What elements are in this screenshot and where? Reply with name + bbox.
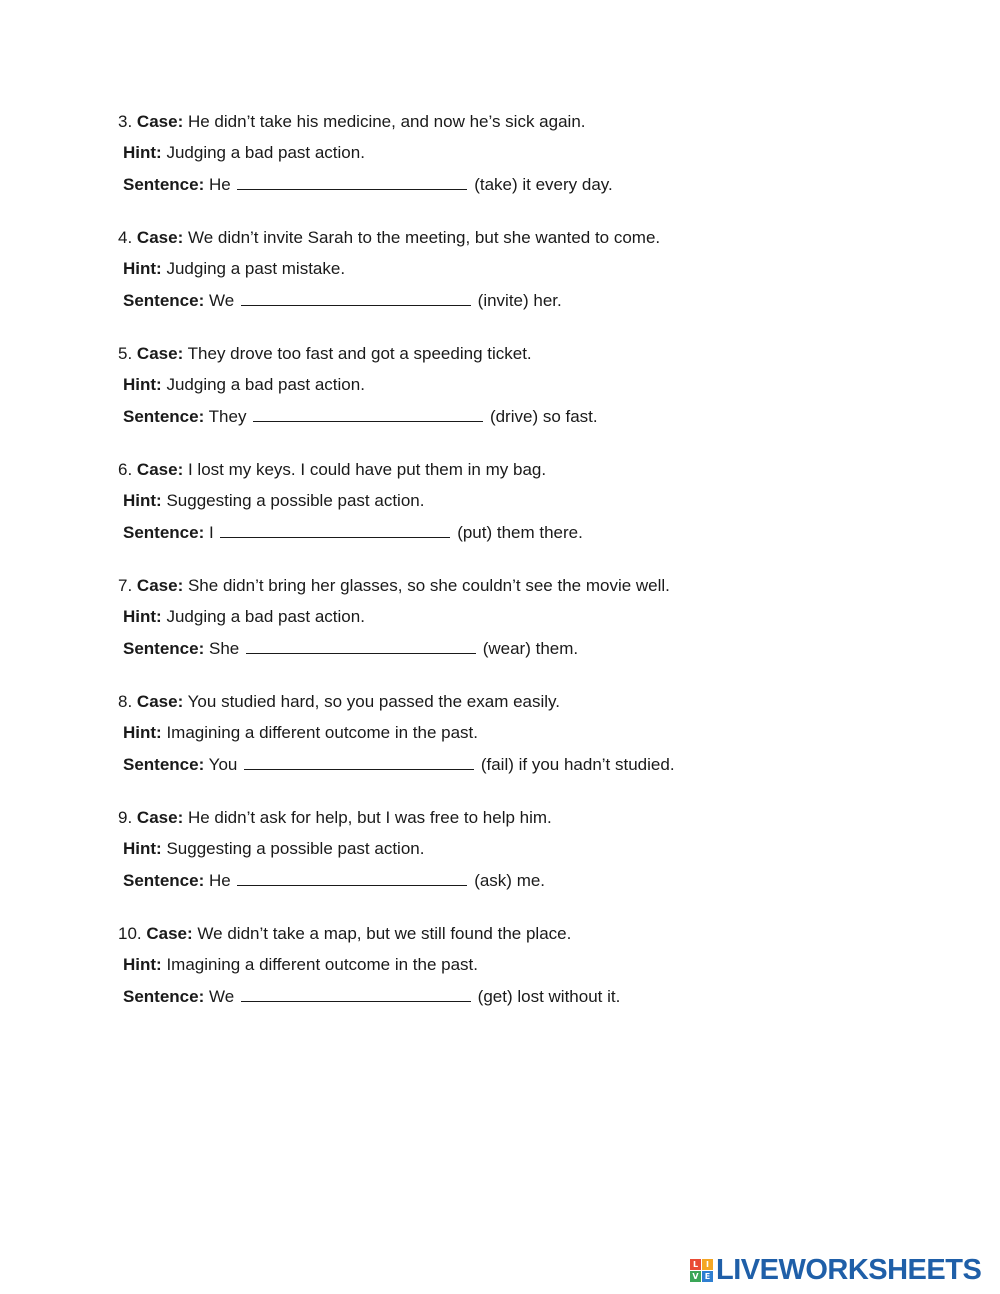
answer-blank[interactable] [237,172,467,190]
exercise-item [118,690,878,806]
item-number: 8. [118,692,133,711]
case-line [118,690,560,714]
hint-text: Judging a bad past action. [166,607,365,626]
sentence-subject: He [208,175,231,194]
sentence-verb-hint: (get) lost without it. [477,987,621,1006]
case-label: Case: [136,344,184,363]
answer-blank[interactable] [237,868,467,886]
sentence-subject: They [208,407,247,426]
case-text: I lost my keys. I could have put them in my bag. [187,460,547,479]
sentence-verb-hint: (fail) if you hadn’t studied. [480,755,675,774]
answer-blank[interactable] [220,520,450,538]
hint-text: Suggesting a possible past action. [166,491,425,510]
sentence-verb-hint: (invite) her. [477,291,562,310]
case-text: You studied hard, so you passed the exam easily. [187,692,561,711]
sentence-line [123,404,598,429]
hint-line [123,837,424,861]
hint-text: Suggesting a possible past action. [166,839,425,858]
sentence-verb-hint: (ask) me. [474,871,546,890]
case-text: He didn’t take his medicine, and now he’s sick again. [187,112,586,131]
sentence-line [123,752,675,777]
sentence-line [123,172,613,197]
item-number: 5. [118,344,133,363]
sentence-subject: He [208,871,231,890]
item-number: 4. [118,228,133,247]
logo-mark-letter: I [702,1259,713,1270]
sentence-verb-hint: (take) it every day. [474,175,613,194]
answer-blank[interactable] [241,984,471,1002]
item-number: 10. [118,924,142,943]
hint-line [123,373,365,397]
exercise-item [118,110,878,226]
answer-blank[interactable] [253,404,483,422]
sentence-verb-hint: (put) them there. [457,523,583,542]
hint-label: Hint: [123,839,162,858]
exercise-item [118,806,878,922]
sentence-subject: You [208,755,238,774]
worksheet [118,110,878,1038]
logo-mark-letter: E [702,1271,713,1282]
case-text: He didn’t ask for help, but I was free to help him. [187,808,552,827]
hint-label: Hint: [123,375,162,394]
case-line [118,110,586,134]
sentence-subject: We [208,291,235,310]
answer-blank[interactable] [244,752,474,770]
sentence-label: Sentence: [123,755,205,774]
sentence-line [123,868,545,893]
hint-text: Judging a past mistake. [166,259,346,278]
case-line [118,922,571,946]
sentence-verb-hint: (wear) them. [482,639,579,658]
exercise-item [118,342,878,458]
sentence-subject: I [208,523,214,542]
logo-mark-icon [690,1259,713,1282]
hint-label: Hint: [123,723,162,742]
sentence-label: Sentence: [123,987,205,1006]
sentence-label: Sentence: [123,291,205,310]
liveworksheets-logo [690,1254,981,1286]
sentence-line [123,984,620,1009]
item-number: 7. [118,576,133,595]
case-label: Case: [146,924,193,943]
case-label: Case: [136,112,184,131]
answer-blank[interactable] [246,636,476,654]
hint-text: Judging a bad past action. [166,375,365,394]
hint-line [123,953,478,977]
case-label: Case: [136,460,184,479]
case-label: Case: [136,576,184,595]
case-text: She didn’t bring her glasses, so she couldn’t see the movie well. [187,576,670,595]
exercise-item [118,922,878,1038]
exercise-item [118,574,878,690]
item-number: 9. [118,808,133,827]
case-label: Case: [136,228,184,247]
logo-text: LIVEWORKSHEETS [716,1253,982,1286]
case-line [118,458,546,482]
exercise-item [118,458,878,574]
case-text: We didn’t invite Sarah to the meeting, but she wanted to come. [187,228,661,247]
answer-blank[interactable] [241,288,471,306]
case-label: Case: [136,808,184,827]
sentence-verb-hint: (drive) so fast. [489,407,598,426]
exercise-item [118,226,878,342]
sentence-line [123,288,562,313]
item-number: 6. [118,460,133,479]
hint-line [123,605,365,629]
sentence-subject: We [208,987,235,1006]
case-line [118,574,670,598]
sentence-label: Sentence: [123,871,205,890]
sentence-label: Sentence: [123,407,205,426]
sentence-label: Sentence: [123,523,205,542]
hint-line [123,721,478,745]
hint-label: Hint: [123,143,162,162]
case-line [118,342,532,366]
hint-line [123,257,345,281]
hint-line [123,489,424,513]
sentence-label: Sentence: [123,175,205,194]
logo-mark-letter: V [690,1271,701,1282]
sentence-line [123,520,583,545]
case-text: We didn’t take a map, but we still found the place. [197,924,572,943]
sentence-label: Sentence: [123,639,205,658]
hint-line [123,141,365,165]
hint-text: Imagining a different outcome in the past. [166,723,478,742]
case-line [118,806,552,830]
hint-label: Hint: [123,491,162,510]
item-number: 3. [118,112,133,131]
hint-label: Hint: [123,955,162,974]
case-line [118,226,660,250]
case-text: They drove too fast and got a speeding ticket. [187,344,532,363]
hint-label: Hint: [123,607,162,626]
hint-text: Imagining a different outcome in the past. [166,955,478,974]
hint-label: Hint: [123,259,162,278]
sentence-subject: She [208,639,240,658]
hint-text: Judging a bad past action. [166,143,365,162]
sentence-line [123,636,578,661]
logo-mark-letter: L [690,1259,701,1270]
case-label: Case: [136,692,184,711]
